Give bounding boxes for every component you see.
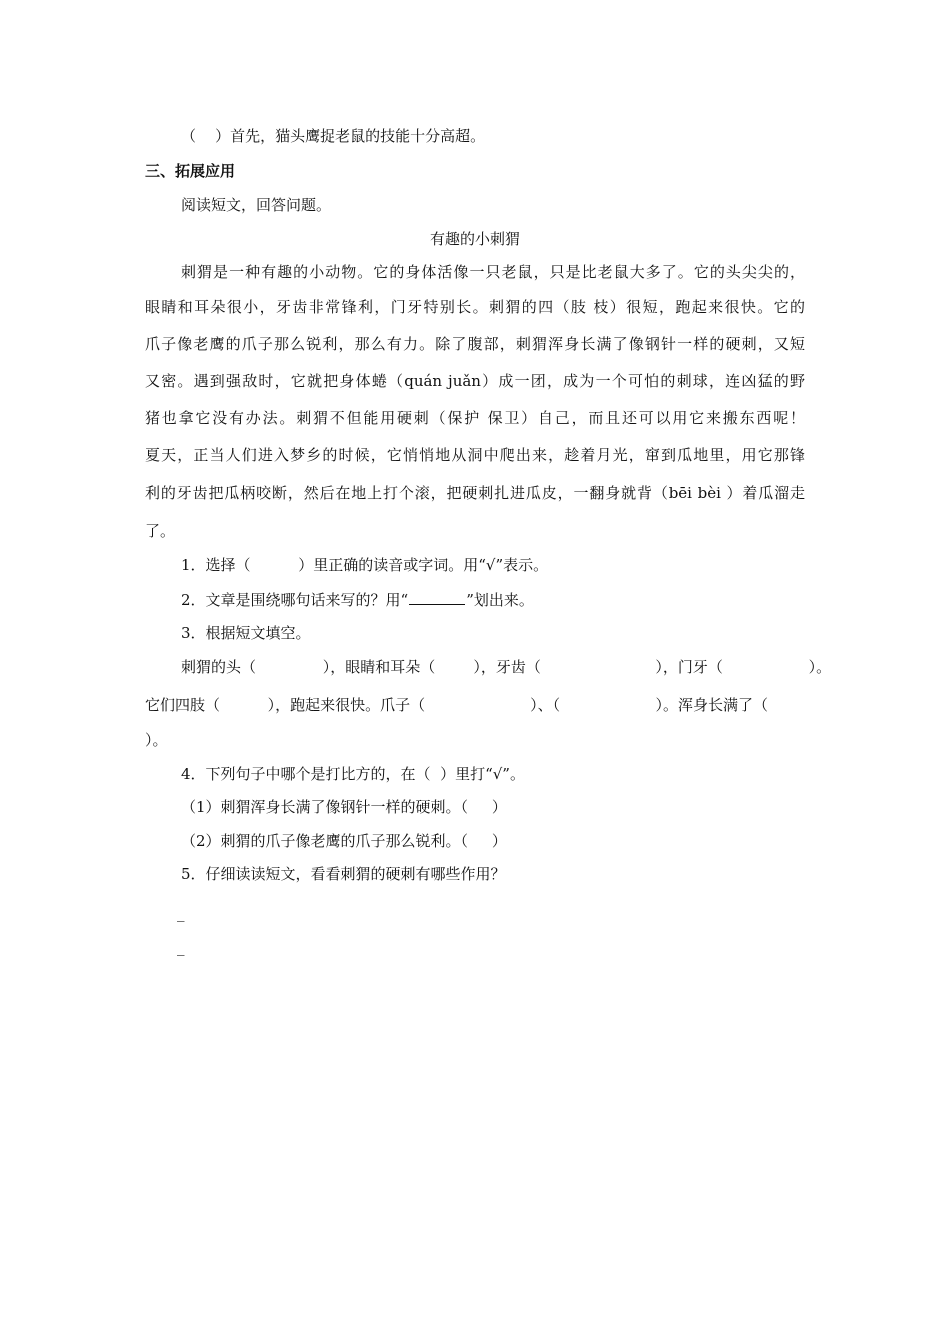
passage-line: 眼睛和耳朵很小，牙齿非常锋利，门牙特别长。刺猬的四（肢 枝）很短，跑起来很快。它的: [145, 298, 805, 316]
passage-line: 刺猬是一种有趣的小动物。它的身体活像一只老鼠，只是比老鼠大多了。它的头尖尖的，: [181, 263, 805, 281]
reading-instruction: 阅读短文，回答问题。: [181, 196, 332, 214]
answer-line: _: [177, 904, 185, 922]
question-2-text: 2．文章是围绕哪句话来写的？用“: [181, 591, 409, 609]
question-4-option: （2）刺猬的爪子像老鹰的爪子那么锐利。（ ）: [181, 832, 507, 850]
question-1: 1．选择（ ）里正确的读音或字词。用“√”表示。: [181, 556, 549, 574]
question-4: 4．下列句子中哪个是打比方的，在（ ）里打“√”。: [181, 765, 525, 783]
answer-line: _: [177, 938, 185, 956]
question-2: [181, 590, 534, 610]
fill-in-line: 它们四肢（ ），跑起来很快。爪子（ ）、（ ）。浑身长满了（: [145, 696, 768, 714]
passage-line: 了。: [145, 522, 176, 540]
underline-blank: [409, 590, 465, 605]
passage-line: 利的牙齿把瓜柄咬断，然后在地上打个滚，把硬刺扎进瓜皮，一翻身就背（bēi bèi ）着瓜溜走: [145, 484, 805, 502]
previous-question: （ ）首先，猫头鹰捉老鼠的技能十分高超。: [181, 127, 486, 145]
question-5: 5．仔细读读短文，看看刺猬的硬刺有哪些作用？: [181, 865, 506, 883]
fill-in-line: ）。: [145, 731, 168, 749]
passage-line: 夏天，正当人们进入梦乡的时候，它悄悄地从洞中爬出来，趁着月光，窜到瓜地里，用它那锋: [145, 446, 805, 464]
question-4-option: （1）刺猬浑身长满了像钢针一样的硬刺。（ ）: [181, 798, 507, 816]
question-3: 3．根据短文填空。: [181, 624, 311, 642]
passage-line: 爪子像老鹰的爪子那么锐利，那么有力。除了腹部，刺猬浑身长满了像钢针一样的硬刺，又短: [145, 335, 805, 353]
fill-in-line: 刺猬的头（ ），眼睛和耳朵（ ），牙齿（ ），门牙（ ）。: [181, 658, 832, 676]
section-heading: 三、拓展应用: [145, 162, 236, 180]
passage-line: 猪也拿它没有办法。刺猬不但能用硬刺（保护 保卫）自己，而且还可以用它来搬东西呢！: [145, 409, 805, 427]
question-2-text-end: ”划出来。: [466, 591, 534, 609]
passage-line: 又密。遇到强敌时，它就把身体蜷（quán juǎn）成一团，成为一个可怕的刺球，连凶猛的野: [145, 372, 805, 390]
passage-title: 有趣的小刺猬: [429, 230, 520, 248]
